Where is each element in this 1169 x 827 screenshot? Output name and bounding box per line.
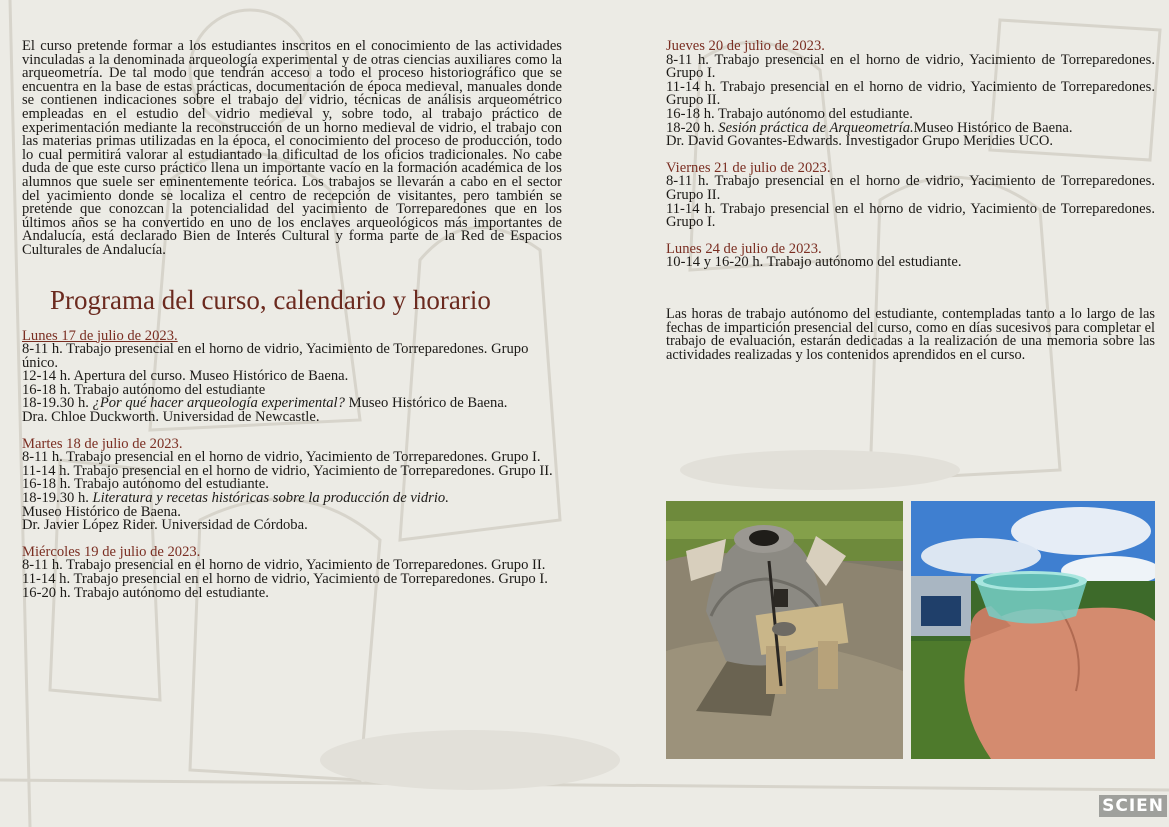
schedule-line: 8-11 h. Trabajo presencial en el horno de vidrio, Yacimiento de Torreparedones. Grupo I. xyxy=(666,51,1155,82)
schedule-venue: Museo Histórico de Baena. xyxy=(344,395,508,412)
day-martes-18 xyxy=(22,435,562,534)
day-viernes-21 xyxy=(666,159,1155,231)
schedule-line: 16-18 h. Trabajo autónomo del estudiante. xyxy=(22,476,269,493)
lecture-title: Sesión práctica de Arqueometría. xyxy=(718,119,914,136)
speaker-line: Dr. David Govantes-Edwards. Investigador Grupo Meridies UCO. xyxy=(666,133,1054,150)
schedule-line: 16-18 h. Trabajo autónomo del estudiante. xyxy=(666,105,913,122)
day-lunes-24 xyxy=(666,240,1155,271)
schedule-line: 10-14 y 16-20 h. Trabajo autónomo del estudiante. xyxy=(666,254,962,271)
right-column xyxy=(666,40,1155,377)
lecture-title: ¿Por qué hacer arqueología experimental? xyxy=(92,395,345,412)
schedule-line: 8-11 h. Trabajo presencial en el horno de vidrio, Yacimiento de Torreparedones. Grupo I. xyxy=(22,449,541,466)
day-title: Lunes 17 de julio de 2023. xyxy=(22,327,178,344)
schedule-venue: Museo Histórico de Baena. xyxy=(913,119,1073,136)
schedule-venue: Museo Histórico de Baena. xyxy=(22,503,181,520)
schedule-line: 8-11 h. Trabajo presencial en el horno de vidrio, Yacimiento de Torreparedones. Grupo II. xyxy=(22,557,546,574)
schedule-line: 11-14 h. Trabajo presencial en el horno de vidrio, Yacimiento de Torreparedones. Grupo II. xyxy=(666,78,1155,109)
speaker-line: Dra. Chloe Duckworth. Universidad de Newcastle. xyxy=(22,409,320,426)
program-heading: Programa del curso, calendario y horario xyxy=(50,284,491,315)
day-title: Viernes 21 de julio de 2023. xyxy=(666,159,831,176)
schedule-line: 8-11 h. Trabajo presencial en el horno de vidrio, Yacimiento de Torreparedones. Grupo II. xyxy=(666,173,1155,203)
schedule-time: 18-19.30 h. xyxy=(22,490,93,507)
day-title: Jueves 20 de julio de 2023. xyxy=(666,38,825,54)
intro-paragraph: El curso pretende formar a los estudiantes inscritos en el conocimiento de las actividades vinculadas a la denominada arqueología experimental y de otras ciencias auxiliares como la arqueometría. De tal modo que tendrán acceso a todo el proceso historiográfico que se encuentra en la base de estas prácticas, documentación de época medieval, manuales donde se contienen indicaciones sobre el trabajo del vidrio, técnicas de análisis arqueométrico empleadas en el estudio del vidrio medieval y, sobre todo, al trabajo práctico de experimentación mediante la reconstrucción de un horno medieval de vidrio, el trabajo con las materias primas utilizadas en la época, el conocimiento del proceso de producción, todo lo cual permitirá valorar al estudiantado la dificultad de los oficios tradicionales. No cabe duda de que este curso práctico llena un importante vacío en la formación académica de los alumnos que suele ser eminentemente teórica. Los trabajos se llevarán a cabo en el sector del yacimiento donde se localiza el centro de recepción de visitantes, pero también se pretende que conozcan la potencialidad del yacimiento de Torreparedones que en los últimos años se ha convertido en uno de los enclaves arqueológicos más importantes de Andalucía, está declarado Bien de Interés Cultural y forma parte de la Red de Espacios Culturales de Andalucía. xyxy=(22,38,562,258)
autonomous-work-note: Las horas de trabajo autónomo del estudiante, contempladas tanto a lo largo de las fechas de impartición presencial del curso, como en días sucesivos para completar el trabajo de evaluación, estarán dedicadas a la realización de una memoria sobre las actividades realizadas y los contenidos aprendidos en el curso. xyxy=(666,305,1155,363)
left-column xyxy=(22,40,562,613)
schedule-line: 11-14 h. Trabajo presencial en el horno de vidrio, Yacimiento de Torreparedones. Grupo II. xyxy=(22,462,553,479)
watermark-logo: SCIEN xyxy=(1099,795,1167,817)
day-jueves-20 xyxy=(666,40,1155,149)
schedule-line: 16-20 h. Trabajo autónomo del estudiante. xyxy=(22,584,269,601)
glass-cup-photo xyxy=(911,501,1155,759)
day-title: Lunes 24 de julio de 2023. xyxy=(666,240,822,257)
schedule-line: 11-14 h. Trabajo presencial en el horno de vidrio, Yacimiento de Torreparedones. Grupo I. xyxy=(666,200,1155,231)
schedule-time: 18-20 h. xyxy=(666,119,719,136)
lecture-title: Literatura y recetas históricas sobre la producción de vidrio. xyxy=(92,490,449,507)
day-title: Miércoles 19 de julio de 2023. xyxy=(22,543,201,560)
schedule-line: 8-11 h. Trabajo presencial en el horno de vidrio, Yacimiento de Torreparedones. Grupo único. xyxy=(22,341,529,371)
day-lunes-17 xyxy=(22,327,562,426)
schedule-line: 16-18 h. Trabajo autónomo del estudiante xyxy=(22,381,266,398)
day-title: Martes 18 de julio de 2023. xyxy=(22,435,183,452)
glass-furnace-photo xyxy=(666,501,903,759)
day-miercoles-19 xyxy=(22,543,562,601)
speaker-line: Dr. Javier López Rider. Universidad de Córdoba. xyxy=(22,517,308,534)
schedule-line: 11-14 h. Trabajo presencial en el horno de vidrio, Yacimiento de Torreparedones. Grupo I. xyxy=(22,571,548,587)
schedule-time: 18-19.30 h. xyxy=(22,395,93,412)
schedule-line: 12-14 h. Apertura del curso. Museo Histórico de Baena. xyxy=(22,368,349,385)
